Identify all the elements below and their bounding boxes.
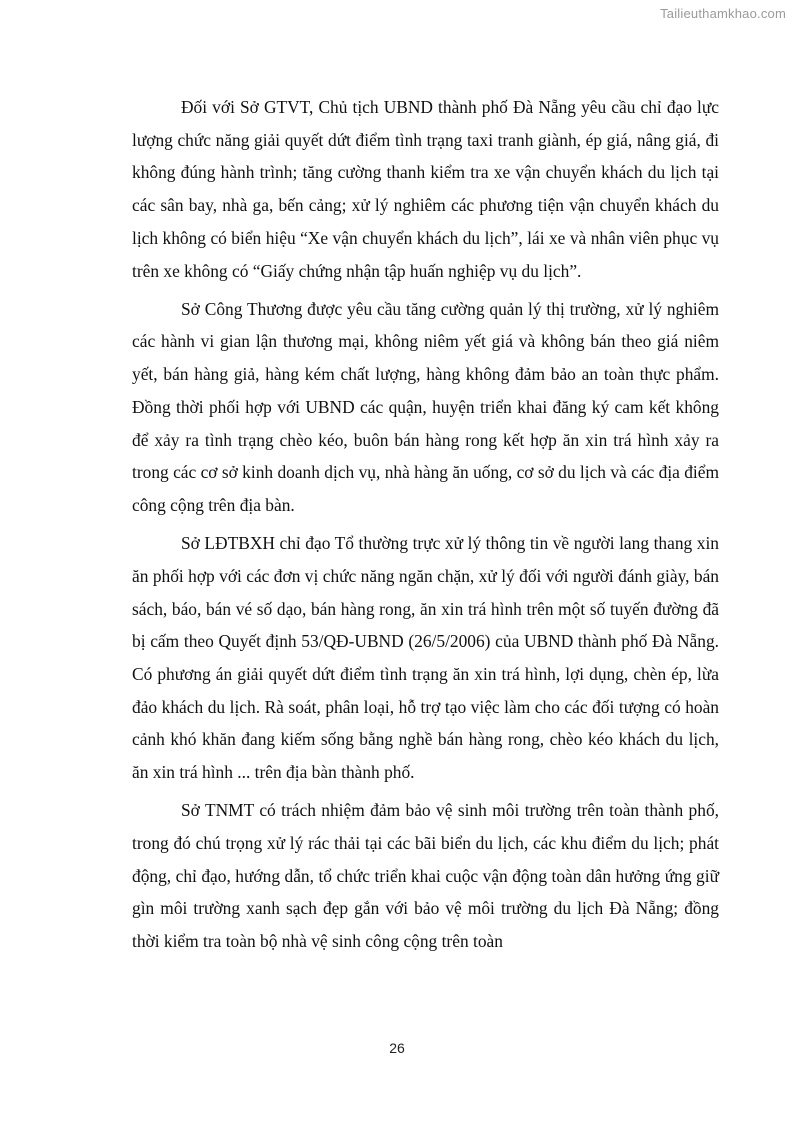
paragraph-tnmt: Sở TNMT có trách nhiệm đảm bảo vệ sinh môi trường trên toàn thành phố, trong đó chú trọng xử lý rác thải tại các bãi biển du lịch, các khu điểm du lịch; phát động, chỉ đạo, hướng dẫn, tổ chức triển khai cuộc vận động toàn dân hưởng ứng giữ gìn môi trường xanh sạch đẹp gắn với bảo vệ môi trường du lịch Đà Nẵng; đồng thời kiểm tra toàn bộ nhà vệ sinh công cộng trên toàn <box>132 800 719 952</box>
document-body <box>132 91 719 963</box>
watermark: Tailieuthamkhao.com <box>660 6 786 21</box>
paragraph-ldtbxh: Sở LĐTBXH chỉ đạo Tổ thường trực xử lý thông tin về người lang thang xin ăn phối hợp với các đơn vị chức năng ngăn chặn, xử lý đối với người đánh giày, bán sách, báo, bán vé số dạo, bán hàng rong, ăn xin trá hình trên một số tuyến đường đã bị cấm theo Quyết định 53/QĐ-UBND (26/5/2006) của UBND thành phố Đà Nẵng. Có phương án giải quyết dứt điểm tình trạng ăn xin trá hình, lợi dụng, chèn ép, lừa đảo khách du lịch. Rà soát, phân loại, hỗ trợ tạo việc làm cho các đối tượng có hoàn cảnh khó khăn đang kiếm sống bằng nghề bán hàng rong, chèo kéo khách du lịch, ăn xin trá hình ... trên địa bàn thành phố. <box>132 533 719 783</box>
paragraph-gtvt: Đối với Sở GTVT, Chủ tịch UBND thành phố Đà Nẵng yêu cầu chỉ đạo lực lượng chức năng giải quyết dứt điểm tình trạng taxi tranh giành, ép giá, nâng giá, đi không đúng hành trình; tăng cường thanh kiểm tra xe vận chuyển khách du lịch tại các sân bay, nhà ga, bến cảng; xử lý nghiêm các phương tiện vận chuyển khách du lịch không có biển hiệu “Xe vận chuyển khách du lịch”, lái xe và nhân viên phục vụ trên xe không có “Giấy chứng nhận tập huấn nghiệp vụ du lịch”. <box>132 97 719 281</box>
paragraph-cong-thuong: Sở Công Thương được yêu cầu tăng cường quản lý thị trường, xử lý nghiêm các hành vi gian lận thương mại, không niêm yết giá và không bán theo giá niêm yết, bán hàng giả, hàng kém chất lượng, hàng không đảm bảo an toàn thực phẩm. Đồng thời phối hợp với UBND các quận, huyện triển khai đăng ký cam kết không để xảy ra tình trạng chèo kéo, buôn bán hàng rong kết hợp ăn xin trá hình xảy ra trong các cơ sở kinh doanh dịch vụ, nhà hàng ăn uống, cơ sở du lịch và các địa điểm công cộng trên địa bàn. <box>132 298 719 515</box>
page-number: 26 <box>389 1040 405 1056</box>
